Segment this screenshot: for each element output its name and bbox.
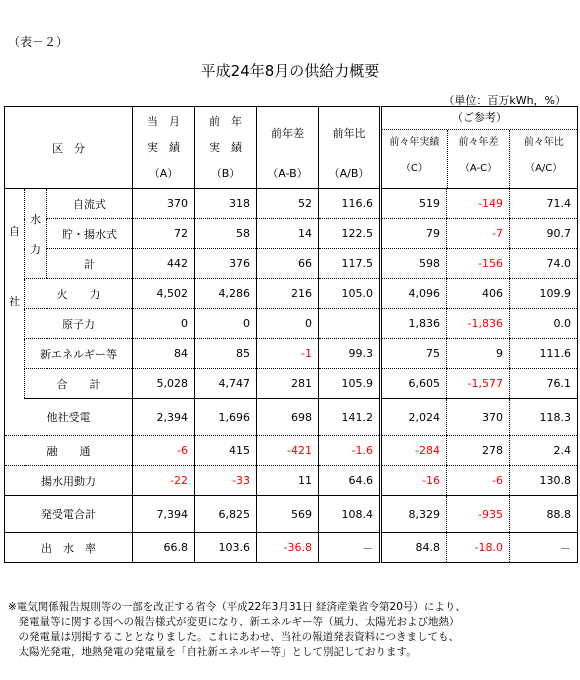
cell-a: -22 [133, 466, 195, 496]
side-suiryoku: 水 力 [25, 189, 47, 279]
cell-dc: -935 [447, 496, 510, 533]
table-row [5, 496, 578, 533]
cell-c: 79 [381, 219, 447, 249]
cell-r: 105.9 [319, 369, 381, 399]
row-label: 融 通 [5, 436, 133, 466]
row-label: 新エネルギー等 [25, 339, 133, 369]
cell-a: 5,028 [133, 369, 195, 399]
cell-dc: -6 [447, 466, 510, 496]
cell-a: 72 [133, 219, 195, 249]
cell-b: 4,286 [195, 279, 257, 309]
cell-c: 8,329 [381, 496, 447, 533]
cell-rc: 118.3 [510, 399, 578, 436]
cell-r: 122.5 [319, 219, 381, 249]
cell-a: 7,394 [133, 496, 195, 533]
cell-d: 11 [257, 466, 319, 496]
row-label: 火 力 [25, 279, 133, 309]
footnote: ※電気関係報告規則等の一部を改正する省令（平成22年3月31日 経済産業省令第20号）により、 発電量等に関する国への報告様式が変更になり、新エネルギー等（風力、太陽光および地熱） の発電量は別掲することとなりました。これにあわせ、当社の報道発表資料につきましても、 太陽光発電，地熱発電の発電量を「自社新エネルギー等」として別記しております。 [8, 601, 466, 658]
cell-r: 141.2 [319, 399, 381, 436]
cell-d: 14 [257, 219, 319, 249]
cell-b: 1,696 [195, 399, 257, 436]
side-jisha: 自 社 [5, 189, 25, 399]
table-row [5, 436, 578, 466]
cell-rc: 88.8 [510, 496, 578, 533]
cell-dc: -7 [447, 219, 510, 249]
row-label: 合 計 [25, 369, 133, 399]
table-row [5, 399, 578, 436]
cell-c: -284 [381, 436, 447, 466]
cell-d: 569 [257, 496, 319, 533]
cell-c: 75 [381, 339, 447, 369]
header-prev2: 前々年実績 （C） [389, 137, 440, 174]
row-label: 自流式 [47, 189, 133, 219]
cell-a: 2,394 [133, 399, 195, 436]
cell-r: 116.6 [319, 189, 381, 219]
row-label: 原子力 [25, 309, 133, 339]
cell-r: 117.5 [319, 249, 381, 279]
cell-a: 370 [133, 189, 195, 219]
cell-c: 1,836 [381, 309, 447, 339]
cell-b: 6,825 [195, 496, 257, 533]
table-row [5, 369, 578, 399]
header-current: 当 月 実 績 （A） [133, 107, 195, 189]
page-title: 平成24年8月の供給力概要 [200, 62, 380, 80]
cell-dc: 278 [447, 436, 510, 466]
cell-a: 84 [133, 339, 195, 369]
cell-rc: 130.8 [510, 466, 578, 496]
header-prev2-diff: 前々年差 （A-C） [447, 130, 510, 188]
cell-c: 598 [381, 249, 447, 279]
cell-d: 698 [257, 399, 319, 436]
table-row [5, 249, 578, 279]
table-row [5, 533, 578, 563]
cell-c: 2,024 [381, 399, 447, 436]
header-ratio: 前年比 （A/B） [319, 107, 381, 189]
cell-d: 216 [257, 279, 319, 309]
header-prev2-ratio: 前々年比 （A/C） [509, 130, 577, 188]
cell-a: 66.8 [133, 533, 195, 563]
cell-b: 376 [195, 249, 257, 279]
row-label: 計 [47, 249, 133, 279]
cell-d: 0 [257, 309, 319, 339]
cell-dc: -156 [447, 249, 510, 279]
header-category: 区 分 [5, 107, 133, 189]
supply-table [4, 106, 578, 563]
cell-d: 52 [257, 189, 319, 219]
cell-rc: － [510, 533, 578, 563]
cell-a: 0 [133, 309, 195, 339]
cell-rc: 0.0 [510, 309, 578, 339]
cell-c: 519 [381, 189, 447, 219]
cell-c: 4,096 [381, 279, 447, 309]
cell-d: 66 [257, 249, 319, 279]
table-row [5, 339, 578, 369]
cell-r: 64.6 [319, 466, 381, 496]
cell-dc: 406 [447, 279, 510, 309]
cell-d: 281 [257, 369, 319, 399]
header-diff: 前年差 （A-B） [257, 107, 319, 189]
cell-dc: 9 [447, 339, 510, 369]
cell-c: 6,605 [381, 369, 447, 399]
cell-b: 85 [195, 339, 257, 369]
header-prev-year: 前 年 実 績 （B） [195, 107, 257, 189]
cell-dc: -1,577 [447, 369, 510, 399]
cell-b: 318 [195, 189, 257, 219]
cell-a: 442 [133, 249, 195, 279]
table-row [5, 309, 578, 339]
cell-rc: 71.4 [510, 189, 578, 219]
row-label: 他社受電 [5, 399, 133, 436]
row-label: 貯・揚水式 [47, 219, 133, 249]
cell-b: 58 [195, 219, 257, 249]
cell-r: 105.0 [319, 279, 381, 309]
cell-b: 4,747 [195, 369, 257, 399]
cell-r: 99.3 [319, 339, 381, 369]
cell-rc: 111.6 [510, 339, 578, 369]
cell-r: 108.4 [319, 496, 381, 533]
cell-r: -1.6 [319, 436, 381, 466]
cell-b: 0 [195, 309, 257, 339]
header-row [5, 107, 578, 189]
cell-r: － [319, 533, 381, 563]
cell-c: -16 [381, 466, 447, 496]
cell-d: -421 [257, 436, 319, 466]
table-row [5, 466, 578, 496]
table-row [5, 219, 578, 249]
cell-rc: 109.9 [510, 279, 578, 309]
cell-a: -6 [133, 436, 195, 466]
cell-rc: 76.1 [510, 369, 578, 399]
cell-r [319, 309, 381, 339]
cell-c: 84.8 [381, 533, 447, 563]
cell-rc: 90.7 [510, 219, 578, 249]
cell-a: 4,502 [133, 279, 195, 309]
cell-b: 415 [195, 436, 257, 466]
table-row [5, 279, 578, 309]
cell-b: 103.6 [195, 533, 257, 563]
cell-rc: 2.4 [510, 436, 578, 466]
table-label: （表－２） [8, 35, 69, 49]
cell-rc: 74.0 [510, 249, 578, 279]
cell-dc: 370 [447, 399, 510, 436]
cell-dc: -149 [447, 189, 510, 219]
table-row [5, 189, 578, 219]
unit-note: （単位：百万kWh，%） [443, 94, 566, 107]
row-label: 発受電合計 [5, 496, 133, 533]
cell-dc: -18.0 [447, 533, 510, 563]
cell-dc: -1,836 [447, 309, 510, 339]
cell-d: -1 [257, 339, 319, 369]
cell-b: -33 [195, 466, 257, 496]
cell-d: -36.8 [257, 533, 319, 563]
row-label: 揚水用動力 [5, 466, 133, 496]
row-label: 出 水 率 [5, 533, 133, 563]
header-reference: （ご参考） 前々年実績 （C） 前々年差 （A-C） 前々年比 （A/C） [381, 107, 578, 189]
